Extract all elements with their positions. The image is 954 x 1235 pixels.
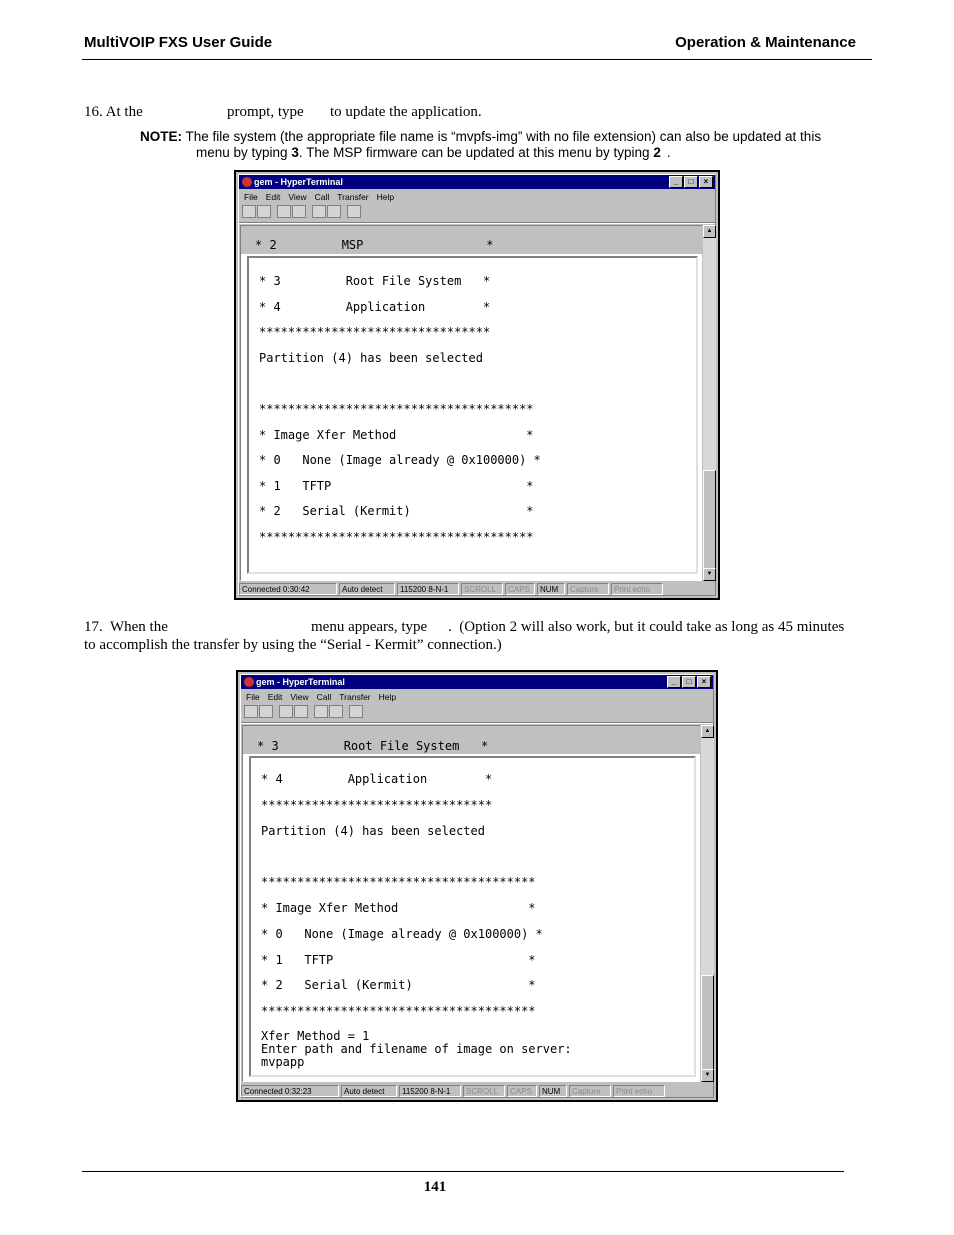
terminal-line: * 2 Serial (Kermit) * <box>259 504 534 518</box>
open-folder-icon[interactable] <box>259 705 273 718</box>
status-scroll: SCROLL <box>461 583 503 595</box>
receive-icon[interactable] <box>329 705 343 718</box>
terminal-line: * 2 Serial (Kermit) * <box>261 978 536 992</box>
note-key-2: 2 <box>653 145 661 160</box>
menu-file[interactable]: File <box>246 692 260 702</box>
terminal-line: ************************************** <box>259 530 534 544</box>
terminal-line: ******************************** <box>261 798 493 812</box>
hyperterminal-window-2 <box>236 670 718 1102</box>
note-key-3: 3 <box>291 145 299 160</box>
status-num: NUM <box>537 583 565 595</box>
connect-icon[interactable] <box>279 705 293 718</box>
terminal-area[interactable] <box>242 725 703 1082</box>
scroll-up-icon[interactable]: ▲ <box>701 725 714 738</box>
step-16-suffix: to update the application. <box>330 104 482 120</box>
window-title: gem - HyperTerminal <box>256 677 345 687</box>
note-line-2e: . <box>666 145 671 160</box>
step-17-line-1c: . (Option 2 will also work, but it could take as long as 45 minutes <box>448 619 845 635</box>
status-bar <box>239 583 715 596</box>
step-16-mid: prompt, type <box>227 104 304 120</box>
terminal-output <box>247 256 698 574</box>
scroll-thumb[interactable] <box>703 470 716 570</box>
step-17-line-2: to accomplish the transfer by using the “Serial - Kermit” connection.) <box>84 637 502 653</box>
footer-rule <box>82 1171 844 1172</box>
status-scroll: SCROLL <box>463 1085 505 1097</box>
status-auto-detect: Auto detect <box>339 583 395 595</box>
disconnect-icon[interactable] <box>294 705 308 718</box>
window-controls <box>666 676 711 690</box>
terminal-line: * 1 TFTP * <box>261 953 536 967</box>
status-auto-detect: Auto detect <box>341 1085 397 1097</box>
new-file-icon[interactable] <box>244 705 258 718</box>
terminal-line: * Image Xfer Method * <box>259 428 534 442</box>
menu-transfer[interactable]: Transfer <box>337 192 369 202</box>
menu-file[interactable]: File <box>244 192 258 202</box>
status-baud: 115200 8-N-1 <box>397 583 459 595</box>
send-icon[interactable] <box>312 205 326 218</box>
hyperterminal-icon <box>242 177 252 187</box>
step-17-line-1b: menu appears, type <box>311 619 428 635</box>
receive-icon[interactable] <box>327 205 341 218</box>
page-number: 141 <box>423 1179 447 1195</box>
toolbar <box>242 205 362 221</box>
terminal-output <box>249 756 696 1077</box>
terminal-line: ************************************** <box>261 875 536 889</box>
menu-bar <box>244 191 402 203</box>
note-line-2a: menu by typing <box>196 145 288 160</box>
menu-transfer[interactable]: Transfer <box>339 692 371 702</box>
maximize-icon[interactable]: □ <box>684 176 698 188</box>
header-rule <box>82 59 872 60</box>
terminal-line: ************************************** <box>261 1004 536 1018</box>
menu-view[interactable]: View <box>290 692 309 702</box>
scroll-down-icon[interactable]: ▼ <box>701 1069 714 1082</box>
status-capture: Capture <box>569 1085 611 1097</box>
terminal-line: Enter path and filename of image on server: <box>261 1042 572 1056</box>
disconnect-icon[interactable] <box>292 205 306 218</box>
close-icon[interactable]: × <box>697 676 711 688</box>
hyperterminal-window-1 <box>234 170 720 600</box>
window-title: gem - HyperTerminal <box>254 177 343 187</box>
open-folder-icon[interactable] <box>257 205 271 218</box>
note-block <box>140 129 860 161</box>
terminal-line: * 4 Application * <box>261 772 493 786</box>
note-label: NOTE: <box>140 129 182 144</box>
vertical-scrollbar[interactable] <box>702 225 716 581</box>
header-section: Operation & Maintenance <box>675 34 856 51</box>
terminal-line: ************************************** <box>259 402 534 416</box>
note-line-2c: . The MSP firmware can be updated at this menu by typing <box>298 145 650 160</box>
status-connected: Connected 0:30:42 <box>239 583 337 595</box>
close-icon[interactable]: × <box>699 176 713 188</box>
status-baud: 115200 8-N-1 <box>399 1085 461 1097</box>
terminal-line: Partition (4) has been selected <box>261 824 485 838</box>
window-controls <box>668 176 713 190</box>
connect-icon[interactable] <box>277 205 291 218</box>
status-num: NUM <box>539 1085 567 1097</box>
menu-help[interactable]: Help <box>376 192 395 202</box>
toolbar-separator <box>241 722 713 724</box>
terminal-line: * 0 None (Image already @ 0x100000) * <box>259 453 541 467</box>
terminal-line: mvpapp <box>261 1055 305 1069</box>
minimize-icon[interactable]: _ <box>667 676 681 688</box>
terminal-line: * Image Xfer Method * <box>261 901 536 915</box>
toolbar <box>244 705 364 721</box>
menu-edit[interactable]: Edit <box>265 192 281 202</box>
scroll-down-icon[interactable]: ▼ <box>703 568 716 581</box>
properties-icon[interactable] <box>349 705 363 718</box>
status-print-echo: Print echo <box>611 583 663 595</box>
step-17-line-1a: 17. When the <box>84 619 168 635</box>
toolbar-separator <box>239 222 715 224</box>
menu-call[interactable]: Call <box>314 192 330 202</box>
terminal-line: * 0 None (Image already @ 0x100000) * <box>261 927 543 941</box>
menu-edit[interactable]: Edit <box>267 692 283 702</box>
terminal-line: Xfer Method = 1 <box>261 1029 370 1043</box>
hyperterminal-icon <box>244 677 254 687</box>
minimize-icon[interactable]: _ <box>669 176 683 188</box>
properties-icon[interactable] <box>347 205 361 218</box>
status-print-echo: Print echo <box>613 1085 665 1097</box>
scroll-thumb[interactable] <box>701 975 714 1071</box>
terminal-line: * 4 Application * <box>259 300 491 314</box>
status-capture: Capture <box>567 583 609 595</box>
status-connected: Connected 0:32:23 <box>241 1085 339 1097</box>
send-icon[interactable] <box>314 705 328 718</box>
new-file-icon[interactable] <box>242 205 256 218</box>
terminal-line: * 1 TFTP * <box>259 479 534 493</box>
title-bar[interactable] <box>241 675 713 689</box>
menu-view[interactable]: View <box>288 192 307 202</box>
terminal-top-line: * 2 MSP * <box>255 238 494 252</box>
status-caps: CAPS <box>507 1085 537 1097</box>
note-line-1: The file system (the appropriate file name is “mvpfs-img” with no file extension) can also be updated at this <box>185 129 822 144</box>
menu-bar <box>246 691 404 703</box>
menu-call[interactable]: Call <box>316 692 332 702</box>
scroll-up-icon[interactable]: ▲ <box>703 225 716 238</box>
terminal-line: ******************************** <box>259 325 491 339</box>
header-title: MultiVOIP FXS User Guide <box>84 34 273 51</box>
status-bar <box>241 1085 713 1098</box>
note-line-2 <box>140 145 860 161</box>
terminal-line: * 3 Root File System * <box>259 274 491 288</box>
menu-help[interactable]: Help <box>378 692 397 702</box>
maximize-icon[interactable]: □ <box>682 676 696 688</box>
step-16-prefix: 16. At the <box>84 104 143 120</box>
terminal-line: Partition (4) has been selected <box>259 351 483 365</box>
title-bar[interactable] <box>239 175 715 189</box>
status-caps: CAPS <box>505 583 535 595</box>
terminal-top-line: * 3 Root File System * <box>257 739 489 753</box>
vertical-scrollbar[interactable] <box>700 725 714 1082</box>
terminal-area[interactable] <box>240 225 705 581</box>
